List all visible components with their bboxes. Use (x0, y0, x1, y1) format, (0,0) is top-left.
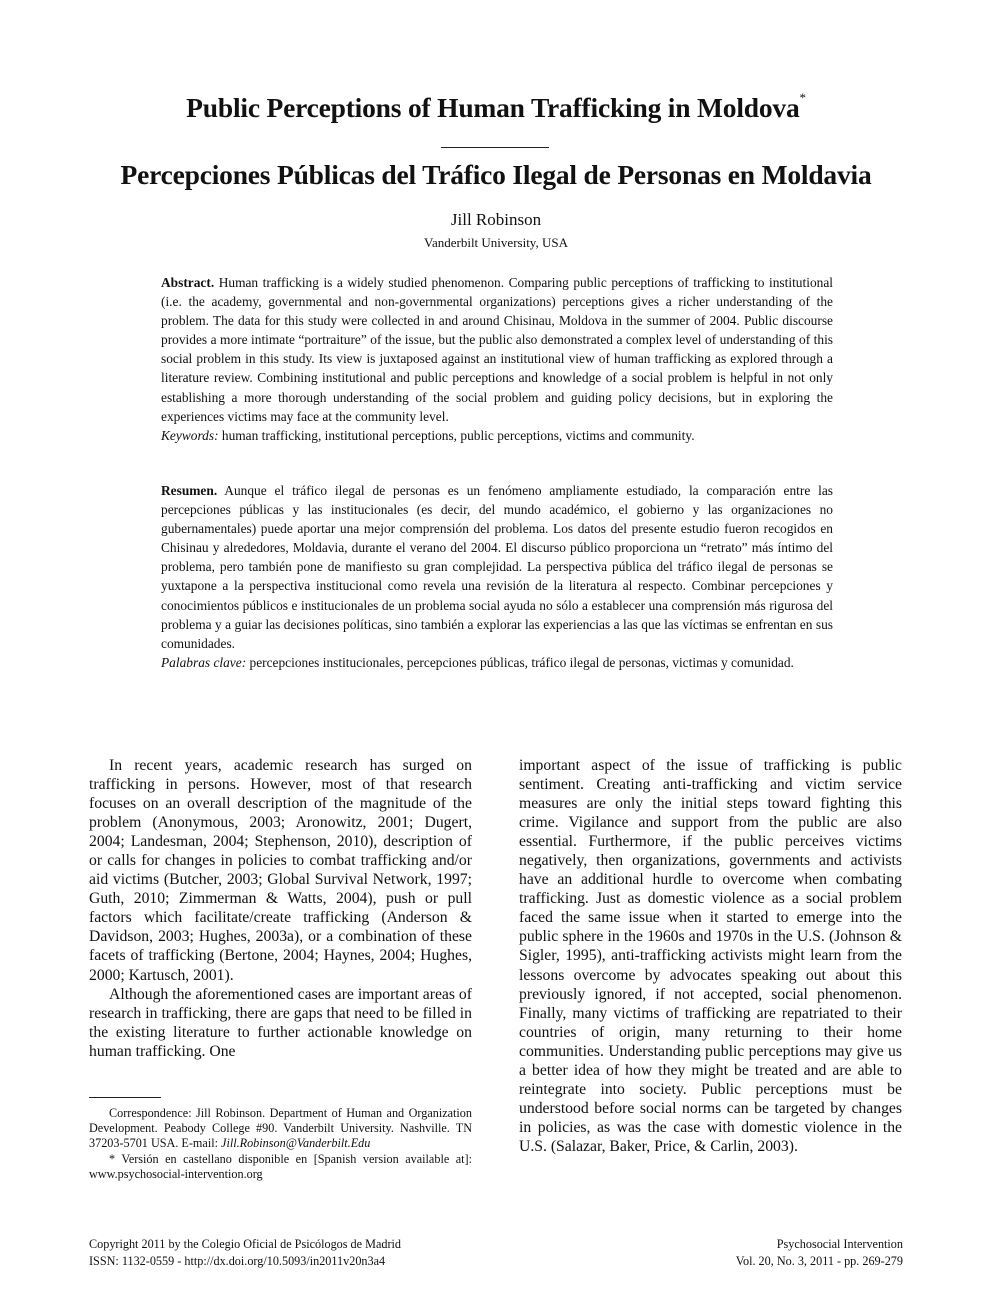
volume-pages: Vol. 20, No. 3, 2011 - pp. 269-279 (735, 1253, 903, 1268)
email-link[interactable]: Jill.Robinson@Vanderbilt.Edu (221, 1136, 371, 1151)
issn-doi-line: ISSN: 1132-0559 - http://dx.doi.org/10.5093/in2011v20n3a4 (89, 1253, 386, 1268)
footnotes (89, 1106, 472, 1182)
copyright-line: Copyright 2011 by the Colegio Oficial de Psicólogos de Madrid (89, 1237, 401, 1251)
footer-left (89, 1236, 401, 1269)
title-english (0, 92, 992, 124)
footnote-spanish-version: * Versión en castellano disponible en [Spanish version available at]: www.psychosocial-intervention.org (89, 1151, 472, 1181)
palabras-clave-label: Palabras clave: (161, 654, 247, 670)
correspondence-text: Correspondence: Jill Robinson. Department of Human and Organization Development. Peabody College #90. Vanderbilt University. Nashville. TN 37203-5701 USA. E-mail: (89, 1106, 472, 1151)
resumen-label: Resumen. (161, 483, 218, 498)
resumen-text: Aunque el tráfico ilegal de personas es un fenómeno ampliamente estudiado, la comparación entre las percepciones públicas y las institucionales (es decir, del mundo académico, el gobierno y las organizaciones no gubernamentales) puede aportar una mejor comprensión del problema. Los datos del presente estudio fueron recogidos en Chisinau y alrededores, Moldavia, durante el verano del 2004. El discurso público proporciona un “retrato” más íntimo del problema, pero también pone de manifiesto su gran complejidad. La perspectiva pública del tráfico ilegal de personas se yuxtapone a la perspectiva institucional como revela una revisión de la literatura al respecto. Combinar percepciones y conocimientos públicos e institucionales de un problema social ayuda no sólo a establecer una comprensión más rigurosa del problema y a guiar las decisiones políticas, sino también a explorar las experiencias a las que las víctimas se enfrentan en sus comunidades. (161, 483, 833, 651)
body-paragraph: In recent years, academic research has surged on trafficking in persons. However, most of that research focuses on an overall description of the magnitude of the problem (Anonymous, 2003; Aronowitz, 2001; Dugert, 2004; Landesman, 2004; Stephenson, 2010), description of or calls for changes in policies to combat trafficking and/or aid victims (Butcher, 2003; Global Survival Network, 1997; Guth, 2010; Zimmerman & Watts, 2004), push or pull factors which facilitate/create trafficking (Anderson & Davidson, 2003; Hughes, 2003a), or a combination of these facets of trafficking (Bertone, 2004; Haynes, 2004; Hughes, 2000; Kartusch, 2001). (89, 757, 472, 984)
footnote-divider (89, 1097, 161, 1098)
footer-right (736, 1236, 903, 1269)
title-spanish: Percepciones Públicas del Tráfico Ilegal de Personas en Moldavia (120, 159, 872, 190)
author-affiliation: Vanderbilt University, USA (424, 235, 568, 250)
keywords-label: Keywords: (161, 427, 219, 443)
body-column-left (89, 756, 472, 1061)
title-english-text: Public Perceptions of Human Trafficking in Moldova (186, 92, 800, 123)
title-divider (441, 147, 549, 148)
palabras-clave-text: percepciones institucionales, percepciones públicas, tráfico ilegal de personas, victimas y comunidad. (246, 654, 794, 670)
abstract-english (161, 273, 833, 445)
abstract-text: Human trafficking is a widely studied phenomenon. Comparing public perceptions of trafficking to institutional (i.e. the academy, governmental and non-governmental organizations) perceptions gives a richer understanding of the problem. The data for this study were collected in and around Chisinau, Moldova in the summer of 2004. Public discourse provides a more intimate “portraiture” of the issue, but the public also demonstrated a complex level of understanding of this social problem in this study. Its view is juxtaposed against an institutional view of human trafficking as explored through a literature review. Combining institutional and public perceptions and knowledge of a social problem is helpful in not only establishing a more thorough understanding of the social problem and guiding policy decisions, but in exploring the experiences victims may face at the community level. (161, 275, 833, 424)
abstract-spanish (161, 481, 833, 672)
footnote-correspondence (89, 1106, 472, 1152)
journal-name: Psychosocial Intervention (776, 1237, 903, 1251)
author-name: Jill Robinson (450, 210, 542, 229)
body-paragraph: important aspect of the issue of trafficking is public sentiment. Creating anti-trafficking and victim service measures are only the initial steps toward fighting this crime. Vigilance and support from the public are also essential. Furthermore, if the public perceives victims negatively, then organizations, governments and activists have an additional hurdle to overcome when combating trafficking. Just as domestic violence as a social problem faced the same issue when it started to emerge into the public sphere in the 1960s and 1970s in the U.S. (Johnson & Sigler, 1995), anti-trafficking activists might learn from the lessons overcome by advocates speaking out about this previously ignored, if not accepted, social phenomenon. Finally, many victims of trafficking are repatriated to their countries of origin, many returning to their home communities. Understanding public perceptions may give us a better idea of how they might be treated and are able to reintegrate into society. Public perceptions must be understood before social norms can be targeted by changes in policies, as was the case with domestic violence in the U.S. (Salazar, Baker, Price, & Carlin, 2003). (519, 757, 902, 1155)
abstract-label: Abstract. (161, 275, 215, 290)
title-footnote-marker: * (799, 90, 806, 105)
body-column-right (519, 756, 902, 1156)
keywords-text: human trafficking, institutional perceptions, public perceptions, victims and community. (218, 427, 695, 443)
body-paragraph: Although the aforementioned cases are important areas of research in trafficking, there are gaps that need to be filled in the existing literature to further actionable knowledge on human trafficking. One (89, 985, 472, 1060)
